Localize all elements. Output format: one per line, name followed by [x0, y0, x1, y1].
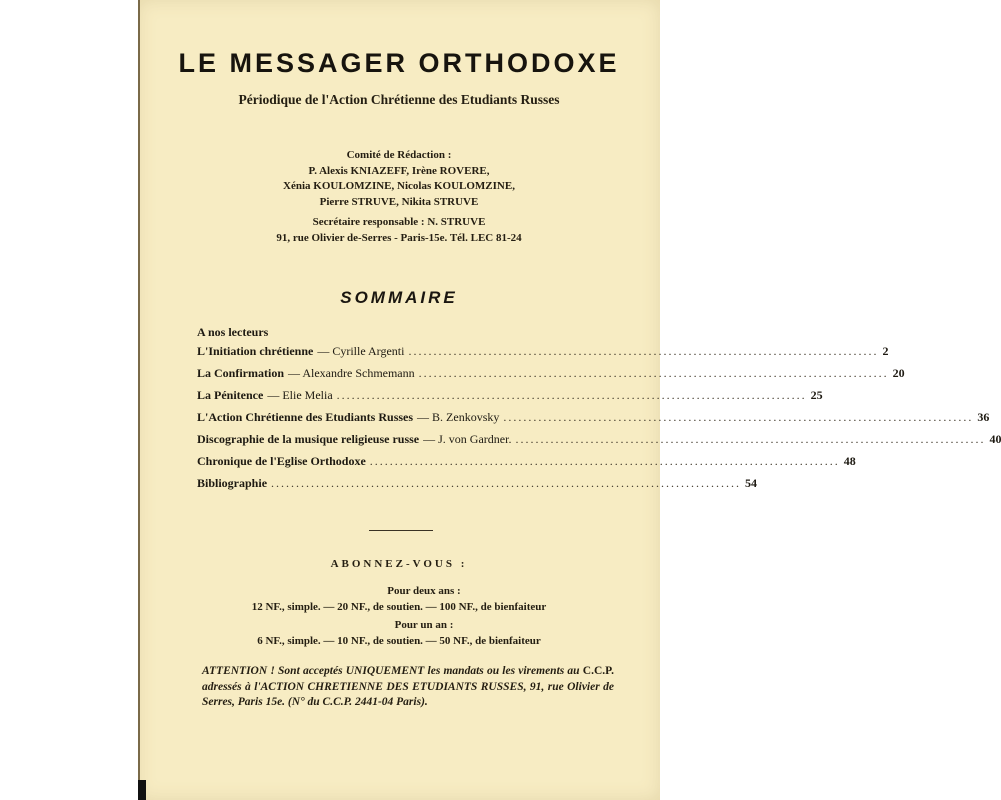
toc-entry-title: La Confirmation	[197, 366, 284, 380]
toc-entry	[197, 454, 856, 476]
toc-entry-title: Chronique de l'Eglise Orthodoxe	[197, 454, 366, 468]
page-edge-bottom	[138, 780, 146, 800]
toc-entry-page: 20	[892, 366, 905, 380]
committee-address: 91, rue Olivier de-Serres - Paris-15e. Tél. LEC 81-24	[276, 231, 522, 244]
masthead-title: LE MESSAGER ORTHODOXE	[178, 48, 620, 78]
toc-entry	[197, 410, 990, 432]
toc-entry-author: — Cyrille Argenti	[317, 344, 405, 358]
toc-leader-dots: ..............................................................................................	[515, 432, 986, 446]
one-year-prices: 6 NF., simple. — 10 NF., de soutien. — 50 NF., de bienfaiteur	[257, 634, 541, 647]
two-years-prices: 12 NF., simple. — 20 NF., de soutien. — 100 NF., de bienfaiteur	[251, 600, 547, 613]
notice-part-2: adressés à l'ACTION CHRETIENNE DES ETUDIANTS RUSSES, 91, rue Olivier de Serres, Paris 15e. (N° du C.C.P. 2441-04 Paris).	[202, 680, 614, 708]
toc-entry	[197, 325, 612, 344]
two-years-label: Pour deux ans :	[387, 585, 461, 597]
committee-secretary: Secrétaire responsable : N. STRUVE	[312, 216, 486, 228]
magazine-page	[138, 0, 1001, 800]
toc-entry-title: Bibliographie	[197, 476, 268, 490]
toc-entry	[197, 388, 823, 410]
toc-entry-title: A nos lecteurs	[197, 325, 269, 339]
toc-leader-dots: ..............................................................................................	[369, 454, 840, 468]
payment-notice	[202, 664, 614, 711]
section-divider	[369, 530, 433, 531]
toc-entry-page: 2	[882, 344, 889, 358]
toc-entry-page: 36	[977, 410, 990, 424]
committee-member-line: P. Alexis KNIAZEFF, Irène ROVERE,	[308, 164, 490, 177]
toc-entry-author: — B. Zenkovsky	[417, 410, 500, 424]
masthead-subtitle: Périodique de l'Action Chrétienne des Etudiants Russes	[238, 92, 560, 107]
subscription-heading: ABONNEZ-VOUS :	[330, 558, 468, 570]
toc-entry	[197, 432, 1001, 454]
committee-member-line: Pierre STRUVE, Nikita STRUVE	[319, 195, 479, 208]
toc-entry-page: 48	[843, 454, 856, 468]
committee-member-line: Xénia KOULOMZINE, Nicolas KOULOMZINE,	[283, 180, 515, 192]
toc-entry-title: L'Initiation chrétienne	[197, 344, 314, 358]
toc-leader-dots: ..............................................................................................	[336, 388, 807, 402]
page-edge-left	[138, 0, 140, 800]
table-of-contents	[197, 325, 1001, 498]
toc-leader-dots: ..............................................................................................	[418, 366, 889, 380]
one-year-label: Pour un an :	[394, 619, 454, 631]
toc-entry	[197, 476, 758, 498]
subscription-prices	[138, 584, 660, 649]
notice-ccp: C.C.P.	[582, 665, 614, 677]
toc-entry-title: L'Action Chrétienne des Etudiants Russes	[197, 410, 414, 424]
editorial-committee	[138, 148, 660, 246]
toc-entry	[197, 344, 889, 366]
toc-entry-page: 40	[989, 432, 1001, 446]
toc-entry-author: — Alexandre Schmemann	[288, 366, 415, 380]
toc-entry	[197, 366, 905, 388]
toc-entry-page: 54	[745, 476, 758, 490]
toc-leader-dots: ..............................................................................................	[408, 344, 879, 358]
toc-entry-title: La Pénitence	[197, 388, 264, 402]
notice-part-1: ATTENTION ! Sont acceptés UNIQUEMENT les mandats ou les virements au	[202, 665, 580, 677]
toc-entry-author: — Elie Melia	[267, 388, 333, 402]
sommaire-heading: SOMMAIRE	[340, 288, 458, 307]
committee-heading: Comité de Rédaction :	[346, 149, 452, 161]
toc-entry-title: Discographie de la musique religieuse russe	[197, 432, 420, 446]
toc-leader-dots: ..............................................................................................	[271, 476, 742, 490]
toc-entry-page: 25	[810, 388, 823, 402]
toc-leader-dots: ..............................................................................................	[503, 410, 974, 424]
toc-entry-author: — J. von Gardner.	[423, 432, 512, 446]
